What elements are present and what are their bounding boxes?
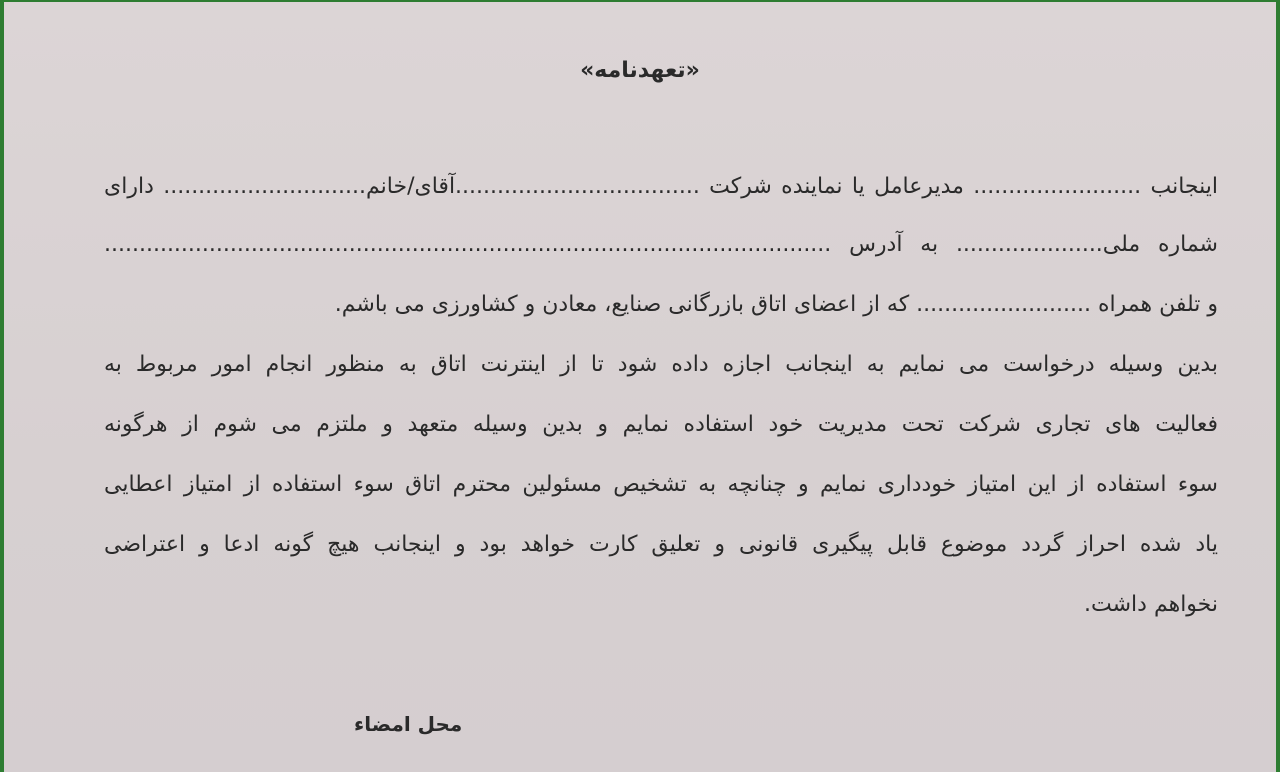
text-line-6: سوء استفاده از این امتیاز خودداری نمایم و چنانچه به تشخیص مسئولین محترم اتاق سوء استفاده از امتیاز اعطایی [104, 472, 1218, 497]
signature-label: محل امضاء [354, 712, 463, 736]
text-line-5: فعالیت های تجاری شرکت تحت مدیریت خود استفاده نمایم و بدین وسیله متعهد و ملتزم می شوم از هرگونه [104, 412, 1218, 437]
text-line-8: نخواهم داشت. [1084, 592, 1218, 617]
document-title: «تعهدنامه» [580, 58, 700, 83]
text-line-3: و تلفن همراه ......................... که از اعضای اتاق بازرگانی صنایع، معادن و کشاورزی می باشم. [334, 292, 1218, 317]
text-line-2: شماره ملی..................... به آدرس ........................................................................................................ [104, 232, 1218, 257]
document-page [4, 2, 1276, 772]
text-line-1: اینجانب ........................ مدیرعامل یا نماینده شرکت ...................................آقای/خانم............................. دارای [104, 174, 1218, 199]
text-line-7: یاد شده احراز گردد موضوع قابل پیگیری قانونی و تعلیق کارت خواهد بود و اینجانب هیچ گونه ادعا و اعتراضی [104, 532, 1218, 557]
text-line-4: بدین وسیله درخواست می نمایم به اینجانب اجازه داده شود تا از اینترنت اتاق به منظور انجام امور مربوط به [104, 352, 1218, 377]
